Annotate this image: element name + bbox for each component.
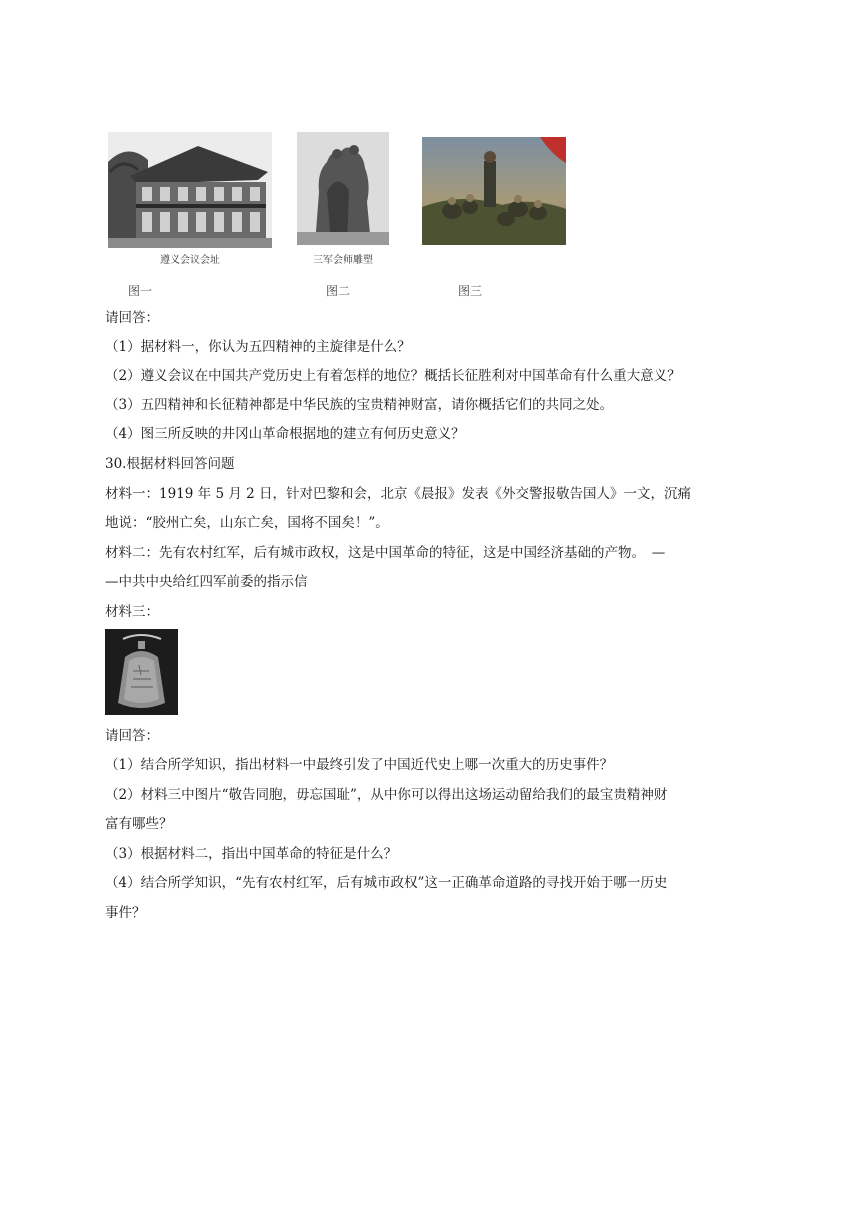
question-item: （4）图三所反映的井冈山革命根据地的建立有何历史意义？ [105,426,465,442]
question-item: （1）结合所学知识，指出材料一中最终引发了中国近代史上哪一次重大的历史事件？ [105,757,614,773]
zunyi-building-image [108,132,272,248]
question-item: （3）五四精神和长征精神都是中华民族的宝贵精神财富，请你概括它们的共同之处。 [105,397,614,413]
figure-caption: 遵义会议会址 [160,255,220,266]
material-three: 材料三： [105,604,159,620]
figure-label: 图三 [457,284,482,298]
question-item: （1）据材料一，你认为五四精神的主旋律是什么？ [105,339,411,355]
question-item: （4）结合所学知识，“先有农村红军，后有城市政权”这一正确革命道路的寻找开始于哪一历史 [105,875,668,891]
answer-prompt: 请回答： [105,310,159,326]
figure-caption: 三军会师雕塑 [313,255,373,266]
material-one: 材料一：1919 年 5 月 2 日，针对巴黎和会，北京《晨报》发表《外交警报敬告国人》一文，沉痛 [105,486,691,502]
figure-sculpture [297,132,389,272]
answer-prompt: 请回答： [105,728,159,744]
question-item-cont: 富有哪些？ [105,816,173,832]
question-item: （2）遵义会议在中国共产党历史上有着怎样的地位？概括长征胜利对中国革命有什么重大意义？ [105,368,681,384]
figure-jinggangshan-painting [422,137,566,245]
sculpture-image [297,132,389,245]
question-item: （2）材料三中图片“敬告同胞，毋忘国耻”，从中你可以得出这场运动留给我们的最宝贵精神财 [105,787,668,803]
figure-label: 图一 [127,284,152,298]
figure-zunyi-site [108,132,272,272]
painting-image [422,137,566,245]
question-item-cont: 事件？ [105,905,146,921]
figure-label: 图二 [325,284,350,298]
badge-image [105,629,178,715]
question-item: （3）根据材料二，指出中国革命的特征是什么？ [105,846,398,862]
material-one-cont: 地说：“胶州亡矣，山东亡矣，国将不国矣！”。 [105,515,389,531]
material-two: 材料二：先有农村红军，后有城市政权，这是中国革命的特征，这是中国经济基础的产物。 — [105,545,666,561]
question-heading: 30.根据材料回答问题 [105,456,235,472]
material-two-cont: —中共中央给红四军前委的指示信 [105,574,308,590]
